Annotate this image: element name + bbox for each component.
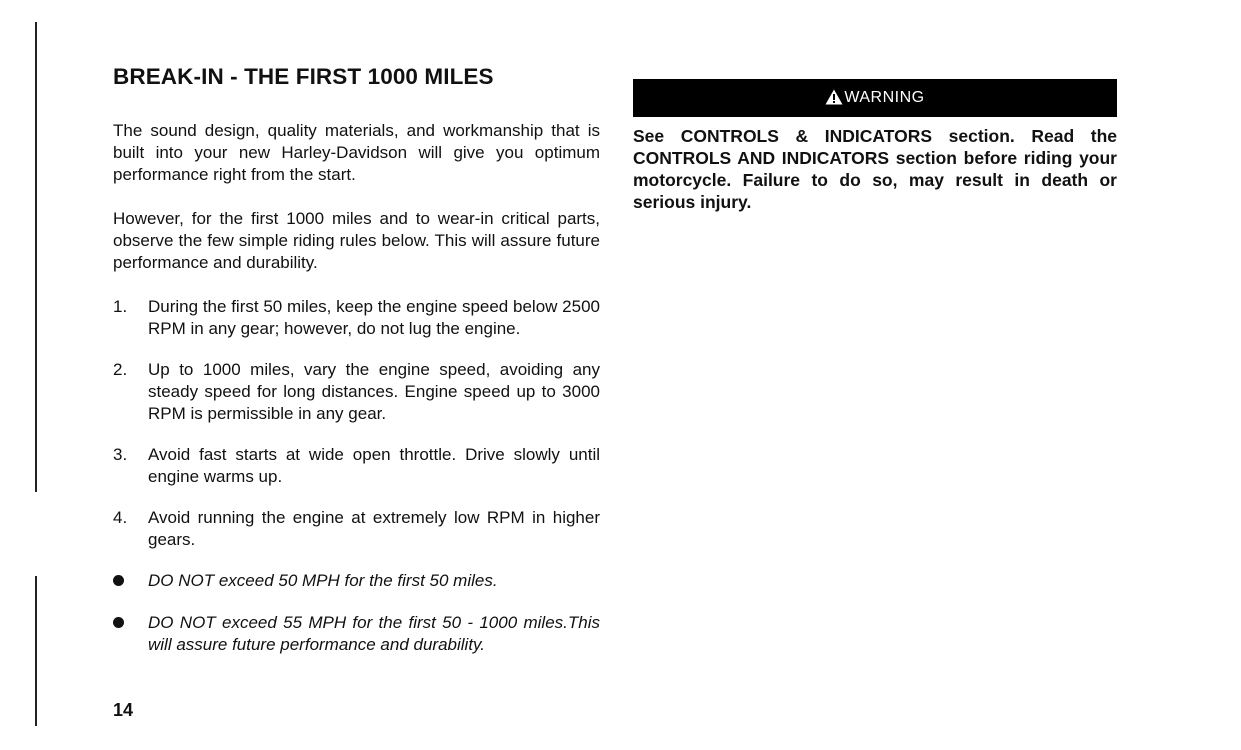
page-number: 14	[113, 700, 134, 720]
bullet-icon	[113, 617, 124, 628]
bullet-text: DO NOT exceed 55 MPH for the first 50 - 1000 miles.This will assure future performance and durability.	[148, 613, 600, 654]
warning-triangle-icon	[825, 89, 843, 105]
left-column	[113, 64, 600, 676]
item-text: Avoid fast starts at wide open throttle. Drive slowly until engine warms up.	[148, 445, 600, 486]
item-text: Avoid running the engine at extremely low RPM in higher gears.	[148, 508, 600, 549]
instructions-paragraph: However, for the first 1000 miles and to wear-in critical parts, observe the few simple riding rules below. This will assure future performance and durability.	[113, 209, 600, 272]
item-number: 4.	[113, 508, 128, 527]
item-text: During the first 50 miles, keep the engine speed below 2500 RPM in any gear; however, do not lug the engine.	[148, 297, 600, 338]
item-text: Up to 1000 miles, vary the engine speed, avoiding any steady speed for long distances. Engine speed up to 3000 RPM is permissible in any gear.	[148, 360, 600, 423]
list-item	[113, 507, 600, 551]
item-number: 2.	[113, 360, 128, 379]
list-item	[113, 296, 600, 340]
intro-paragraph: The sound design, quality materials, and workmanship that is built into your new Harley-Davidson will give you optimum performance right from the start.	[113, 121, 600, 184]
scan-edge-line	[35, 22, 37, 492]
bullet-list	[113, 570, 600, 656]
scan-edge-line	[35, 576, 37, 726]
item-number: 3.	[113, 445, 128, 464]
list-item	[113, 359, 600, 425]
bullet-text: DO NOT exceed 50 MPH for the first 50 miles.	[148, 571, 498, 590]
section-title: BREAK-IN - THE FIRST 1000 MILES	[113, 64, 494, 89]
bullet-icon	[113, 575, 124, 586]
numbered-list	[113, 296, 600, 551]
bullet-item	[113, 612, 600, 656]
warning-label: WARNING	[844, 89, 925, 106]
warning-text: See CONTROLS & INDICATORS section. Read the CONTROLS AND INDICATORS section before riding your motorcycle. Failure to do so, may result in death or serious injury.	[633, 126, 1117, 212]
list-item	[113, 444, 600, 488]
item-number: 1.	[113, 297, 128, 316]
bullet-item	[113, 570, 600, 592]
warning-box	[633, 79, 1117, 231]
warning-header	[633, 79, 1117, 117]
